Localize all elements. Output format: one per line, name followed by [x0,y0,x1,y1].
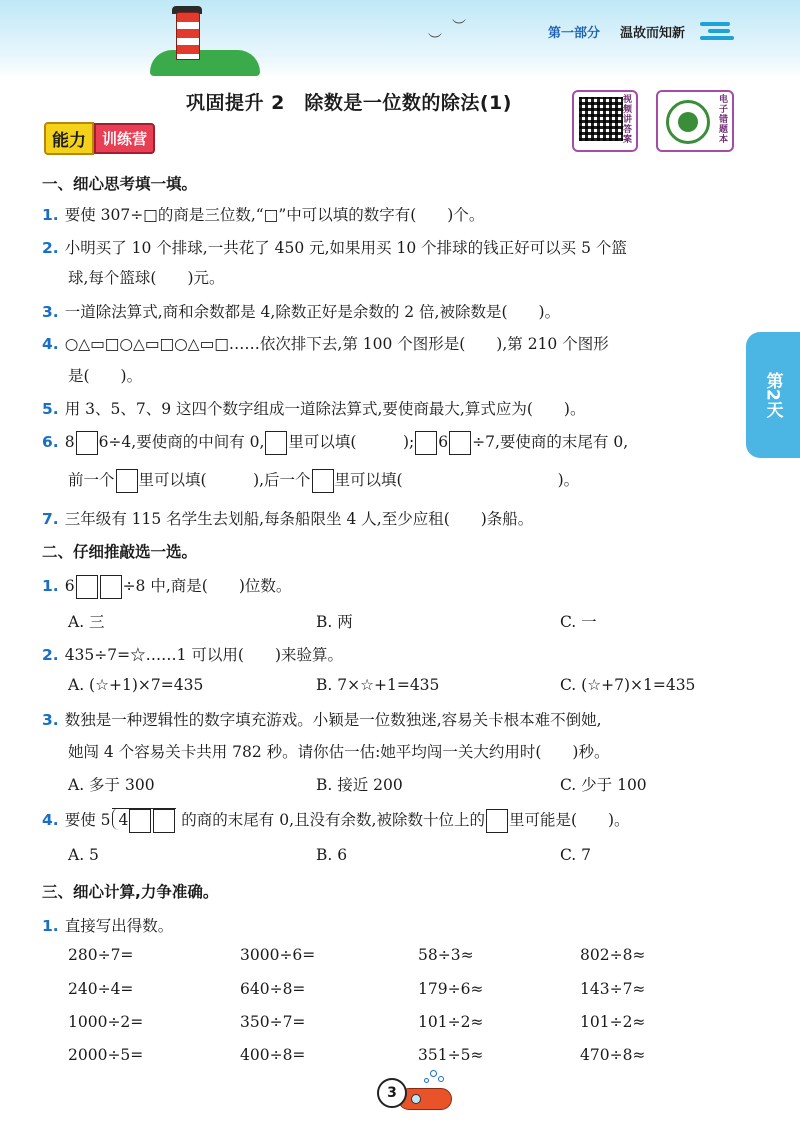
digit: 8 [64,433,75,451]
option-b[interactable]: B. 接近 200 [316,776,403,794]
question-number: 2. [42,646,59,664]
question-text: 6÷4,要使商的中间有 0, [98,433,265,451]
question-number: 4. [42,335,59,353]
bubble-icon [424,1078,429,1083]
question-2-1 [42,574,291,599]
question-text: 里可以填( ),后一个 [138,471,311,489]
question-text: 直接写出得数。 [64,917,174,935]
question-1-2 [42,236,627,258]
badge-right: 训练营 [94,123,155,154]
calc-item: 101÷2≈ [580,1013,646,1031]
answer-box[interactable] [449,431,471,455]
bubble-icon [438,1076,444,1082]
day-tab-label: 第2天 [762,372,783,418]
question-2-3-cont: 她闯 4 个容易关卡共用 782 秒。请你估一估:她平均闯一关大约用时( )秒。 [68,743,610,761]
calc-item: 350÷7= [240,1013,306,1031]
question-1-2-cont: 球,每个篮球( )元。 [68,269,225,287]
island-illustration [150,50,260,76]
option-a[interactable]: A. 多于 300 [68,776,155,794]
bubble-icon [430,1070,437,1077]
question-text: 小明买了 10 个排球,一共花了 450 元,如果用买 10 个排球的钱正好可以买 5 个篮 [64,239,627,257]
question-number: 2. [42,239,59,257]
option-b[interactable]: B. 两 [316,613,353,631]
question-number: 3. [42,303,59,321]
question-1-7 [42,507,533,529]
question-text: 435÷7=☆……1 可以用( )来验算。 [64,646,343,664]
question-text: ÷7,要使商的末尾有 0, [472,433,629,451]
calc-item: 400÷8= [240,1046,306,1064]
qr-code-icon [579,97,623,141]
bird-icon: ︶ [428,33,442,49]
calc-item: 2000÷5= [68,1046,144,1064]
question-1-6 [42,430,628,455]
page-title: 巩固提升 2 除数是一位数的除法(1) [186,92,512,114]
globe-icon [666,100,710,144]
question-text: 一道除法算式,商和余数都是 4,除数正好是余数的 2 倍,被除数是( )。 [64,303,561,321]
digit: 4 [118,811,129,829]
question-number: 1. [42,577,59,595]
option-a[interactable]: A. (☆+1)×7=435 [68,676,204,694]
question-number: 1. [42,206,59,224]
calc-item: 240÷4= [68,980,134,998]
option-c[interactable]: C. 少于 100 [560,776,647,794]
qr-label: 视频讲答案 [623,95,633,145]
page-number: 3 [377,1078,407,1108]
part-subtitle: 温故而知新 [620,26,686,41]
answer-box[interactable] [486,809,508,833]
question-1-4 [42,332,609,354]
option-a[interactable]: A. 三 [68,613,105,631]
option-c[interactable]: C. 一 [560,613,597,631]
lighthouse-icon [176,12,200,60]
logo-icon [700,18,736,40]
question-text: 前一个 [68,471,115,489]
answer-box[interactable] [116,469,138,493]
question-text: 三年级有 115 名学生去划船,每条船限坐 4 人,至少应租( )条船。 [64,510,534,528]
long-division-bracket [112,808,176,833]
qr-label: 电子错题本 [719,95,729,145]
calc-item: 58÷3≈ [418,946,474,964]
calc-item: 802÷8≈ [580,946,646,964]
question-1-3 [42,300,560,322]
question-3-1 [42,914,173,936]
question-text: ÷8 中,商是( )位数。 [122,577,292,595]
calc-item: 351÷5≈ [418,1046,484,1064]
question-text: 里可以填( ); [288,433,415,451]
question-1-6-cont [68,468,579,493]
question-text: 的商的末尾有 0,且没有余数,被除数十位上的 [181,811,485,829]
section-heading: 一、细心思考填一填。 [42,175,198,193]
question-text: 数独是一种逻辑性的数字填充游戏。小颖是一位数独迷,容易关卡根本难不倒她, [64,711,602,729]
digit: 6 [438,433,449,451]
calc-item: 470÷8≈ [580,1046,646,1064]
question-text: 用 3、5、7、9 这四个数字组成一道除法算式,要使商最大,算式应为( )。 [64,400,586,418]
answer-box[interactable] [312,469,334,493]
question-2-2 [42,643,343,665]
error-book-qr-code[interactable] [656,90,734,152]
question-text: 要使 307÷□的商是三位数,“□”中可以填的数字有( )个。 [64,206,485,224]
section-heading: 二、仔细推敲选一选。 [42,543,198,561]
option-b[interactable]: B. 6 [316,846,348,864]
calc-item: 179÷6≈ [418,980,484,998]
question-text: 里可以填( )。 [334,471,580,489]
calc-item: 3000÷6= [240,946,316,964]
question-number: 1. [42,917,59,935]
question-number: 5. [42,400,59,418]
section-heading: 三、细心计算,力争准确。 [42,883,219,901]
question-text: 要使 5 [64,811,111,829]
question-2-4 [42,808,630,833]
calc-item: 640÷8= [240,980,306,998]
question-2-3 [42,708,602,730]
option-c[interactable]: C. (☆+7)×1=435 [560,676,696,694]
question-1-1 [42,203,484,225]
bird-icon: ︶ [452,19,466,35]
calc-item: 280÷7= [68,946,134,964]
part-label: 第一部分 [548,26,601,41]
option-a[interactable]: A. 5 [68,846,99,864]
answer-box[interactable] [265,431,287,455]
badge-left: 能力 [44,122,94,155]
digit: 6 [64,577,75,595]
answer-box[interactable] [100,575,122,599]
question-text: ○△▭□○△▭□○△▭□……依次排下去,第 100 个图形是( ),第 210 个图形 [64,335,609,353]
answer-box[interactable] [129,809,151,833]
calc-item: 101÷2≈ [418,1013,484,1031]
answer-box[interactable] [153,809,175,833]
question-number: 6. [42,433,59,451]
answer-box[interactable] [76,431,98,455]
calc-item: 143÷7≈ [580,980,646,998]
answer-box[interactable] [76,575,98,599]
question-number: 7. [42,510,59,528]
calc-item: 1000÷2= [68,1013,144,1031]
option-c[interactable]: C. 7 [560,846,592,864]
training-badge [44,124,155,152]
question-number: 4. [42,811,59,829]
day-tab [746,332,800,458]
question-text: 里可能是( )。 [508,811,630,829]
option-b[interactable]: B. 7×☆+1=435 [316,676,440,694]
question-number: 3. [42,711,59,729]
answer-box[interactable] [415,431,437,455]
video-qr-code[interactable] [572,90,638,152]
question-1-4-cont: 是( )。 [68,367,143,385]
question-1-5 [42,397,585,419]
